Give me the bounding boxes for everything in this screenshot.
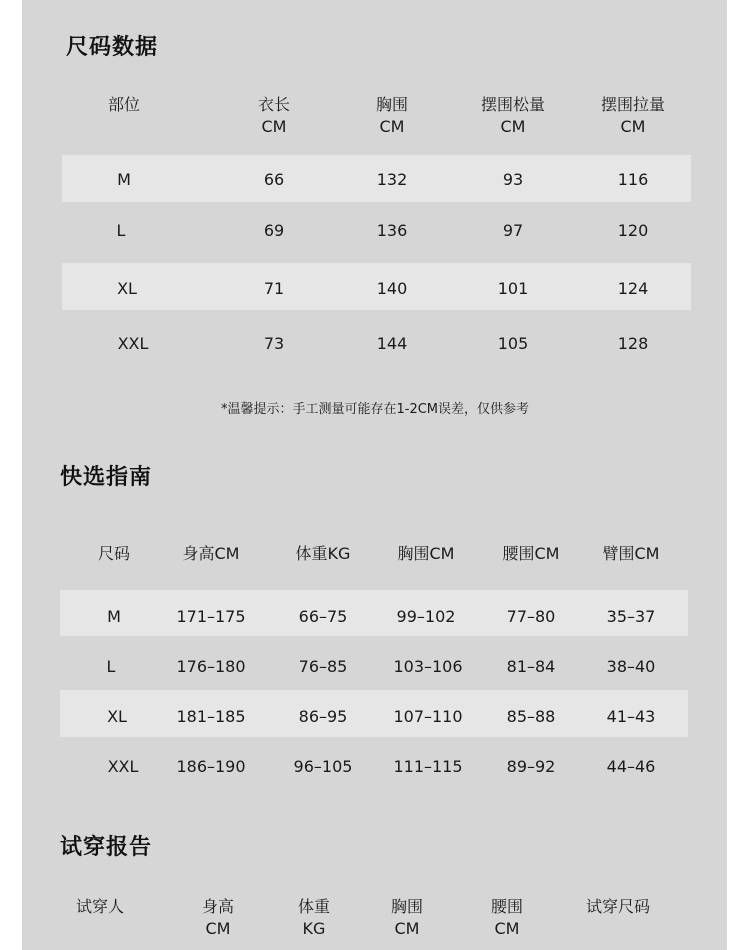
hem-stretch-cell: 128: [617, 334, 649, 353]
hem-loose-cell: 93: [502, 170, 524, 189]
chest-cell: 107–110: [393, 707, 463, 726]
length-cell: 69: [263, 221, 285, 240]
size-data-header-length: 衣长 CM: [257, 95, 291, 136]
weight-cell: 86–95: [298, 707, 348, 726]
height-cell: 186–190: [176, 757, 246, 776]
size-cell: XXL: [107, 757, 139, 776]
size-data-header-hem-stretch: 摆围拉量 CM: [600, 95, 666, 136]
hem-stretch-cell: 120: [617, 221, 649, 240]
fit-report-header-chest: 胸围 CM: [390, 897, 424, 938]
hem-loose-cell: 105: [497, 334, 529, 353]
chest-cell: 136: [376, 221, 408, 240]
waist-cell: 81–84: [506, 657, 556, 676]
fit-report-header-tester: 试穿人: [75, 897, 125, 916]
quick-guide-row-band: [60, 690, 688, 737]
chest-cell: 140: [376, 279, 408, 298]
fit-report-header-weight: 体重 KG: [297, 897, 331, 938]
waist-cell: 77–80: [506, 607, 556, 626]
height-cell: 176–180: [176, 657, 246, 676]
chest-cell: 99–102: [396, 607, 456, 626]
height-cell: 181–185: [176, 707, 246, 726]
fit-report-header-size: 试穿尺码: [585, 897, 651, 916]
measurement-note: *温馨提示：手工测量可能存在1-2CM误差，仅供参考: [220, 402, 530, 417]
size-cell: XL: [117, 279, 137, 298]
weight-cell: 66–75: [298, 607, 348, 626]
size-cell: XL: [107, 707, 127, 726]
quick-guide-row-band: [60, 590, 688, 636]
quick-guide-header-weight: 体重KG: [295, 544, 351, 563]
size-cell: L: [106, 657, 116, 676]
arm-cell: 41–43: [606, 707, 656, 726]
length-cell: 73: [263, 334, 285, 353]
quick-guide-header-height: 身高CM: [182, 544, 240, 563]
waist-cell: 85–88: [506, 707, 556, 726]
arm-cell: 38–40: [606, 657, 656, 676]
length-cell: 71: [263, 279, 285, 298]
quick-guide-header-size: 尺码: [97, 544, 131, 563]
size-data-header-part: 部位: [107, 95, 141, 114]
size-cell: M: [107, 607, 121, 626]
arm-cell: 35–37: [606, 607, 656, 626]
quick-guide-header-chest: 胸围CM: [397, 544, 455, 563]
chest-cell: 111–115: [393, 757, 463, 776]
hem-stretch-cell: 124: [617, 279, 649, 298]
chest-cell: 103–106: [393, 657, 463, 676]
quick-guide-title: 快选指南: [60, 465, 153, 490]
height-cell: 171–175: [176, 607, 246, 626]
size-cell: L: [116, 221, 126, 240]
length-cell: 66: [263, 170, 285, 189]
hem-stretch-cell: 116: [617, 170, 649, 189]
size-cell: M: [117, 170, 131, 189]
size-data-header-chest: 胸围 CM: [375, 95, 409, 136]
weight-cell: 76–85: [298, 657, 348, 676]
fit-report-header-height: 身高 CM: [201, 897, 235, 938]
weight-cell: 96–105: [293, 757, 353, 776]
arm-cell: 44–46: [606, 757, 656, 776]
hem-loose-cell: 101: [497, 279, 529, 298]
size-cell: XXL: [117, 334, 149, 353]
chest-cell: 132: [376, 170, 408, 189]
quick-guide-header-arm: 臂围CM: [602, 544, 660, 563]
quick-guide-header-waist: 腰围CM: [502, 544, 560, 563]
fit-report-header-waist: 腰围 CM: [490, 897, 524, 938]
size-data-header-hem-loose: 摆围松量 CM: [480, 95, 546, 136]
size-data-title: 尺码数据: [66, 35, 159, 60]
hem-loose-cell: 97: [502, 221, 524, 240]
fit-report-title: 试穿报告: [60, 835, 153, 860]
waist-cell: 89–92: [506, 757, 556, 776]
chest-cell: 144: [376, 334, 408, 353]
